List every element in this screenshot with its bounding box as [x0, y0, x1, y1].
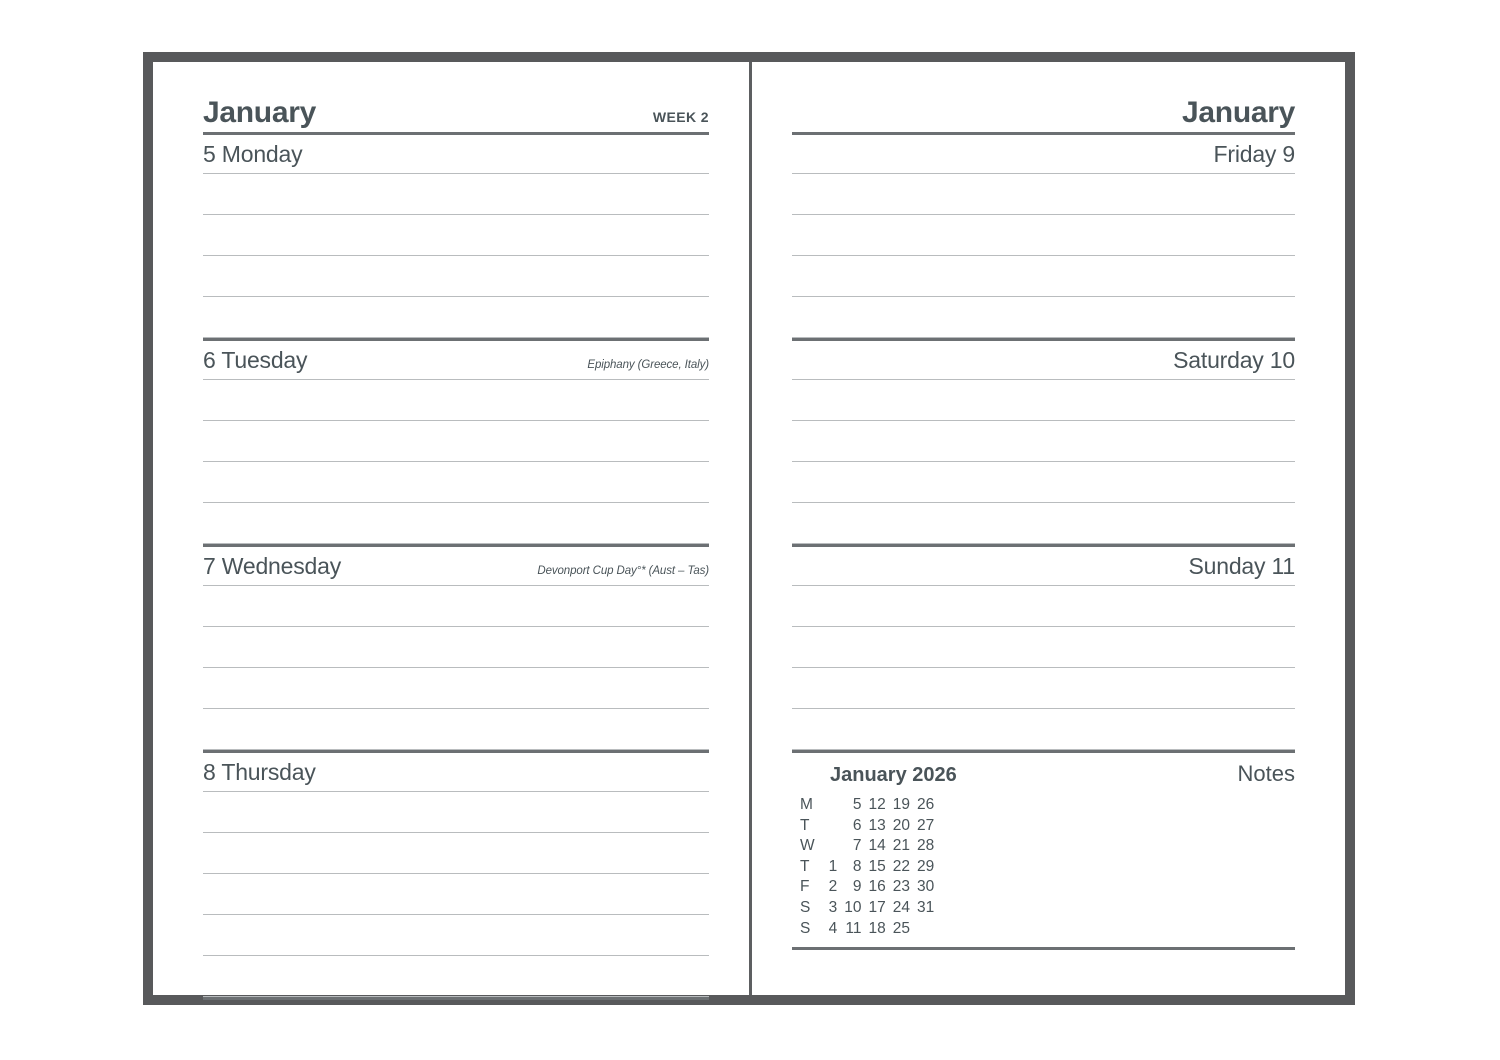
day-block: [203, 544, 709, 750]
day-block: [792, 544, 1295, 750]
mini-calendar-date: 22: [892, 857, 911, 875]
writing-line[interactable]: [203, 955, 709, 956]
diary-spread: [143, 52, 1355, 1005]
mini-calendar-date: 25: [892, 919, 911, 937]
mini-calendar-date: 7: [852, 837, 862, 855]
writing-lines[interactable]: [792, 173, 1295, 338]
day-header: [792, 135, 1295, 173]
mini-calendar-date: 20: [892, 816, 911, 834]
day-block: [203, 338, 709, 544]
writing-line[interactable]: [203, 214, 709, 215]
writing-lines[interactable]: [203, 173, 709, 338]
footer-header: [792, 753, 1295, 793]
mini-calendar-date: 30: [917, 878, 935, 896]
week-number-label: WEEK 2: [652, 109, 709, 125]
mini-calendar-row: [800, 919, 941, 940]
day-holiday-note: Devonport Cup Day°* (Aust – Tas): [537, 565, 709, 577]
month-title: January: [1182, 96, 1295, 129]
mini-calendar-row: [800, 836, 941, 857]
mini-calendar-date: 8: [852, 857, 862, 875]
mini-calendar-date: 31: [917, 898, 935, 916]
right-day-list: [792, 132, 1295, 753]
day-block: [203, 750, 709, 997]
writing-line[interactable]: [792, 667, 1295, 668]
writing-line[interactable]: [792, 255, 1295, 256]
day-header: [203, 547, 709, 585]
day-title: Sunday 11: [1188, 553, 1295, 579]
writing-line[interactable]: [792, 173, 1295, 174]
mini-calendar-date: 12: [868, 796, 886, 813]
mini-calendar-date: [829, 836, 845, 857]
mini-calendar-day-initial: S: [800, 919, 811, 937]
day-block: [792, 338, 1295, 544]
writing-line[interactable]: [203, 667, 709, 668]
day-header: [792, 341, 1295, 379]
mini-calendar-date: 9: [852, 878, 862, 896]
writing-line[interactable]: [203, 461, 709, 462]
mini-calendar-date: 24: [892, 898, 911, 916]
mini-calendar-date: 13: [868, 816, 886, 834]
writing-lines[interactable]: [203, 379, 709, 544]
mini-calendar-date: 4: [828, 919, 838, 937]
writing-line[interactable]: [792, 626, 1295, 627]
day-header: [203, 753, 709, 791]
day-holiday-note: Epiphany (Greece, Italy): [587, 359, 709, 371]
day-block: [203, 132, 709, 338]
mini-calendar-date: [917, 919, 941, 940]
writing-line[interactable]: [203, 791, 709, 792]
writing-line[interactable]: [792, 420, 1295, 421]
mini-calendar-date: 14: [868, 837, 886, 855]
mini-calendar-title: January 2026: [830, 764, 957, 786]
day-title: 5 Monday: [203, 141, 303, 167]
writing-line[interactable]: [203, 173, 709, 174]
day-title: Friday 9: [1213, 141, 1295, 167]
mini-calendar-day-initial: M: [800, 796, 813, 813]
writing-line[interactable]: [792, 461, 1295, 462]
mini-calendar-date: 17: [868, 898, 886, 916]
month-title: January: [203, 96, 316, 129]
writing-line[interactable]: [203, 255, 709, 256]
mini-calendar-date: 16: [868, 878, 886, 896]
mini-calendar-date: 11: [845, 919, 862, 937]
writing-line[interactable]: [792, 502, 1295, 503]
mini-calendar-day-initial: S: [800, 898, 811, 916]
writing-line[interactable]: [792, 214, 1295, 215]
writing-line[interactable]: [203, 914, 709, 915]
mini-calendar-date: 3: [828, 898, 838, 916]
writing-lines[interactable]: [792, 379, 1295, 544]
mini-calendar-row: [800, 857, 941, 878]
writing-lines[interactable]: [792, 585, 1295, 750]
notes-label: Notes: [1237, 761, 1295, 786]
mini-calendar-date: 23: [892, 878, 911, 896]
writing-line[interactable]: [792, 708, 1295, 709]
mini-calendar-day-initial: T: [800, 857, 810, 875]
right-page: [752, 62, 1345, 995]
mini-calendar-date: [829, 816, 845, 837]
mini-calendar-row: [800, 877, 941, 898]
mini-calendar-row: [800, 816, 941, 837]
mini-calendar: [800, 795, 941, 939]
writing-line[interactable]: [792, 379, 1295, 380]
left-month-header: [203, 96, 709, 132]
mini-calendar-date: 21: [892, 837, 911, 855]
mini-calendar-row: [800, 795, 941, 816]
writing-line[interactable]: [203, 873, 709, 874]
mini-calendar-date: 1: [828, 857, 838, 875]
writing-line[interactable]: [792, 585, 1295, 586]
writing-line[interactable]: [203, 502, 709, 503]
mini-calendar-day-initial: T: [800, 816, 810, 834]
writing-lines[interactable]: [203, 791, 709, 997]
mini-calendar-date: 5: [852, 796, 862, 813]
mini-calendar-date: 2: [828, 878, 838, 896]
day-header: [203, 341, 709, 379]
writing-line[interactable]: [792, 296, 1295, 297]
mini-calendar-date: 10: [844, 898, 862, 916]
writing-line[interactable]: [203, 379, 709, 380]
day-title: Saturday 10: [1173, 347, 1295, 373]
mini-calendar-date: [829, 795, 845, 816]
day-header: [203, 135, 709, 173]
mini-calendar-day-initial: F: [800, 878, 810, 896]
mini-calendar-date: 29: [917, 857, 935, 875]
mini-calendar-day-initial: W: [800, 837, 815, 855]
footer-section: [792, 753, 1295, 950]
day-title: 6 Tuesday: [203, 347, 308, 373]
mini-calendar-date: 6: [852, 816, 862, 834]
mini-calendar-row: [800, 898, 941, 919]
day-header: [792, 547, 1295, 585]
writing-line[interactable]: [203, 832, 709, 833]
footer-rule: [792, 947, 1295, 950]
mini-calendar-date: 18: [868, 919, 886, 937]
mini-calendar-date: 28: [917, 837, 935, 855]
writing-line[interactable]: [203, 420, 709, 421]
day-block: [792, 132, 1295, 338]
writing-line[interactable]: [203, 296, 709, 297]
writing-line[interactable]: [203, 585, 709, 586]
mini-calendar-date: 19: [892, 796, 911, 813]
left-day-list: [203, 132, 709, 1000]
mini-calendar-date: 27: [917, 816, 935, 834]
mini-calendar-date: 15: [868, 857, 886, 875]
writing-line[interactable]: [203, 708, 709, 709]
writing-lines[interactable]: [203, 585, 709, 750]
right-month-header: [792, 96, 1295, 132]
writing-line[interactable]: [203, 626, 709, 627]
page-bottom-rule: [203, 997, 709, 1000]
mini-calendar-date: 26: [917, 796, 935, 813]
day-title: 8 Thursday: [203, 759, 316, 785]
left-page: [153, 62, 749, 995]
day-title: 7 Wednesday: [203, 553, 342, 579]
